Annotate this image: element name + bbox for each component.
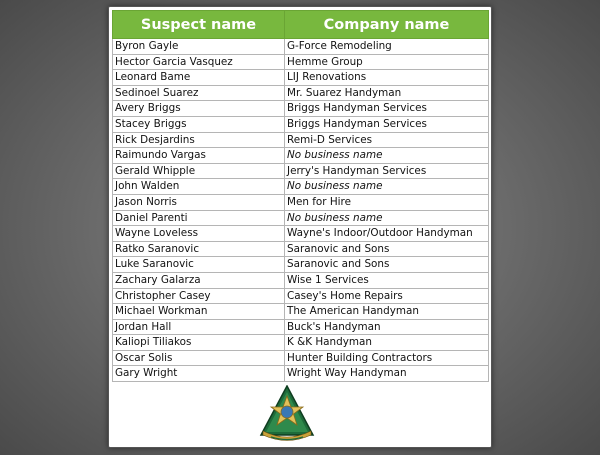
suspect-name-cell: Jason Norris <box>113 194 285 210</box>
company-name-cell: Hemme Group <box>285 54 489 70</box>
suspect-name-cell: Gerald Whipple <box>113 163 285 179</box>
suspect-name-cell: Ratko Saranovic <box>113 241 285 257</box>
table-row <box>113 101 489 117</box>
company-name-cell: Wise 1 Services <box>285 272 489 288</box>
suspect-name-cell: John Walden <box>113 179 285 195</box>
table-row <box>113 116 489 132</box>
suspect-name-cell: Gary Wright <box>113 366 285 382</box>
company-name-cell: Jerry's Handyman Services <box>285 163 489 179</box>
company-name-cell: Men for Hire <box>285 194 489 210</box>
table-row <box>113 366 489 382</box>
suspect-name-cell: Oscar Solis <box>113 350 285 366</box>
suspect-name-cell: Christopher Casey <box>113 288 285 304</box>
table-row <box>113 350 489 366</box>
company-name-cell: No business name <box>285 148 489 164</box>
suspect-name-cell: Sedinoel Suarez <box>113 85 285 101</box>
suspect-name-cell: Kaliopi Tiliakos <box>113 335 285 351</box>
table-row <box>113 210 489 226</box>
table-row <box>113 272 489 288</box>
suspect-name-cell: Byron Gayle <box>113 39 285 55</box>
suspect-name-cell: Rick Desjardins <box>113 132 285 148</box>
header-suspect-name: Suspect name <box>113 11 285 39</box>
table-row <box>113 163 489 179</box>
company-name-cell: Briggs Handyman Services <box>285 101 489 117</box>
table-header-row <box>113 11 489 39</box>
suspect-name-cell: Zachary Galarza <box>113 272 285 288</box>
company-name-cell: Remi-D Services <box>285 132 489 148</box>
table-row <box>113 132 489 148</box>
header-company-name: Company name <box>285 11 489 39</box>
suspect-name-cell: Hector Garcia Vasquez <box>113 54 285 70</box>
table-row <box>113 319 489 335</box>
table-row <box>113 304 489 320</box>
table-row <box>113 194 489 210</box>
suspect-name-cell: Michael Workman <box>113 304 285 320</box>
company-name-cell: G-Force Remodeling <box>285 39 489 55</box>
suspect-name-cell: Avery Briggs <box>113 101 285 117</box>
suspect-list-card <box>108 6 492 448</box>
suspect-name-cell: Jordan Hall <box>113 319 285 335</box>
company-name-cell: Saranovic and Sons <box>285 257 489 273</box>
suspect-name-cell: Stacey Briggs <box>113 116 285 132</box>
company-name-cell: The American Handyman <box>285 304 489 320</box>
company-name-cell: Buck's Handyman <box>285 319 489 335</box>
suspect-company-table <box>112 10 489 382</box>
table-row <box>113 226 489 242</box>
table-row <box>113 179 489 195</box>
table-row <box>113 54 489 70</box>
company-name-cell: No business name <box>285 179 489 195</box>
company-name-cell: Hunter Building Contractors <box>285 350 489 366</box>
table-row <box>113 257 489 273</box>
table-row <box>113 288 489 304</box>
suspect-name-cell: Luke Saranovic <box>113 257 285 273</box>
company-name-cell: Casey's Home Repairs <box>285 288 489 304</box>
company-name-cell: Mr. Suarez Handyman <box>285 85 489 101</box>
company-name-cell: K &K Handyman <box>285 335 489 351</box>
table-row <box>113 39 489 55</box>
company-name-cell: Wright Way Handyman <box>285 366 489 382</box>
company-name-cell: Wayne's Indoor/Outdoor Handyman <box>285 226 489 242</box>
company-name-cell: LIJ Renovations <box>285 70 489 86</box>
company-name-cell: Briggs Handyman Services <box>285 116 489 132</box>
sheriff-star-badge-icon <box>259 385 315 443</box>
company-name-cell: Saranovic and Sons <box>285 241 489 257</box>
table-row <box>113 85 489 101</box>
company-name-cell: No business name <box>285 210 489 226</box>
suspect-name-cell: Wayne Loveless <box>113 226 285 242</box>
suspect-name-cell: Daniel Parenti <box>113 210 285 226</box>
table-row <box>113 241 489 257</box>
table-row <box>113 335 489 351</box>
suspect-name-cell: Leonard Bame <box>113 70 285 86</box>
suspect-name-cell: Raimundo Vargas <box>113 148 285 164</box>
table-row <box>113 148 489 164</box>
table-row <box>113 70 489 86</box>
